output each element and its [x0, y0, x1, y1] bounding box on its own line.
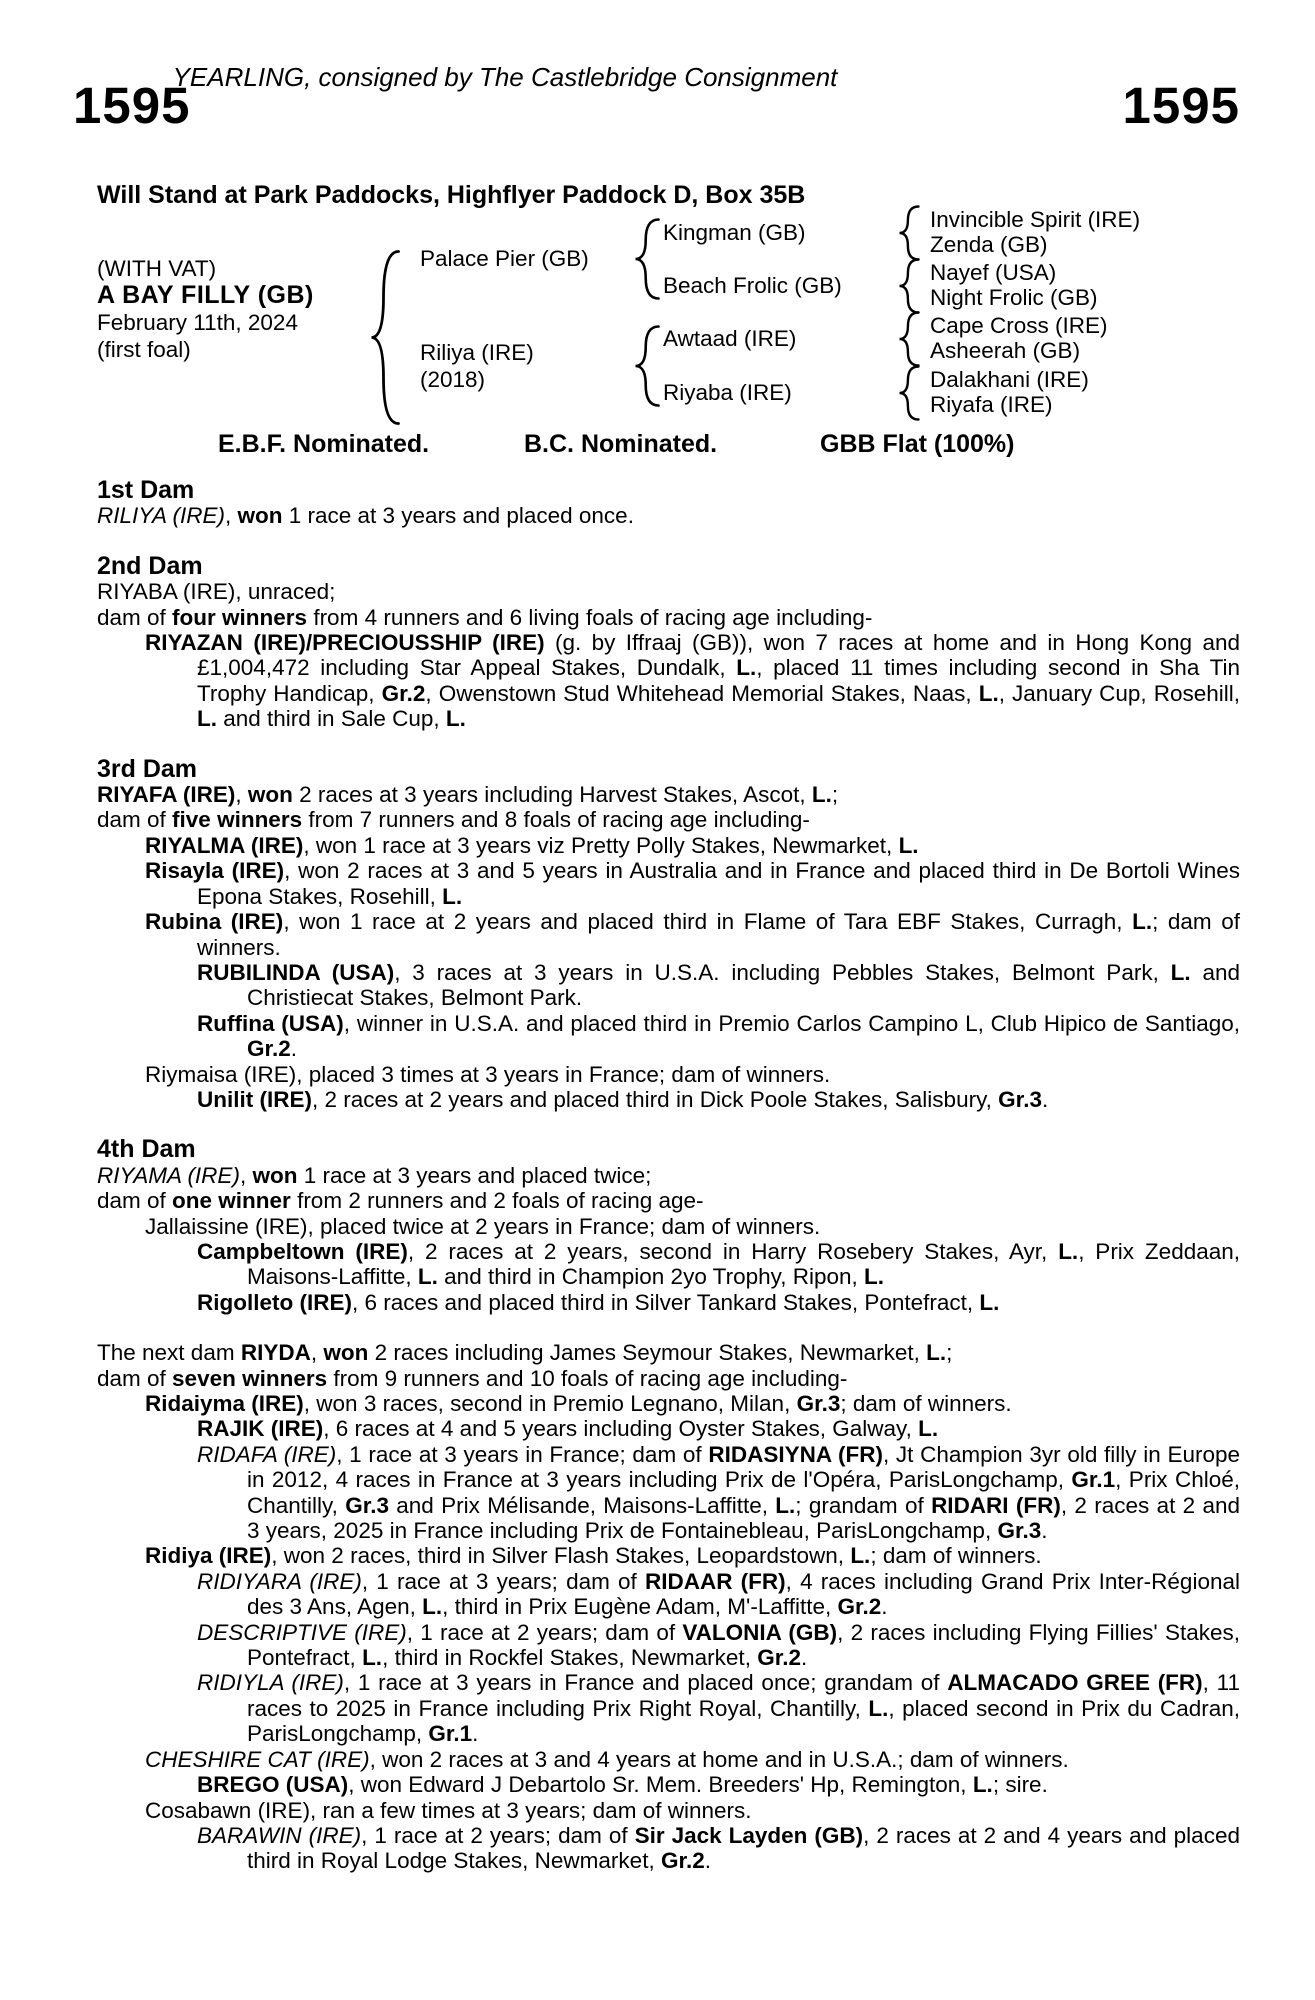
text-run: Gr.2 — [757, 1645, 801, 1671]
text-run: Jallaissine (IRE), placed twice at 2 years in France; dam of winners. — [145, 1213, 821, 1239]
text-run: , 1 race at 2 years; dam of — [361, 1822, 635, 1848]
text-run: , 2 races at 2 years and placed third in Dick Poole Stakes, Salisbury, — [311, 1086, 999, 1112]
text-run: L. — [445, 706, 466, 732]
text-run: , — [239, 1162, 253, 1188]
text-run: , 1 race at 3 years in France and placed once; grandam of — [343, 1670, 948, 1696]
text-run: Cosabawn (IRE), ran a few times at 3 years; dam of winners. — [145, 1797, 752, 1823]
pedigree-text-paragraph — [97, 960, 1240, 1011]
dam-section — [97, 754, 1240, 1113]
text-run: won — [252, 1162, 298, 1188]
text-run: from 7 runners and 8 foals of racing age including- — [302, 807, 810, 833]
text-run: , 11 races to 2025 in France including Prix Right Royal, Chantilly, — [247, 1670, 1241, 1721]
bc-nomination: B.C. Nominated. — [524, 430, 718, 458]
pedigree-text-paragraph — [97, 1366, 1240, 1391]
text-run: , — [310, 1340, 324, 1366]
text-run: , 2 races including Flying Fillies' Stakes, Pontefract, — [247, 1619, 1240, 1671]
text-run: and Christiecat Stakes, Belmont Park. — [247, 959, 1240, 1011]
text-run: , — [235, 782, 248, 808]
text-run: ; dam of winners. — [840, 1391, 1012, 1416]
text-run: DESCRIPTIVE (IRE) — [197, 1619, 407, 1645]
text-run: L. — [850, 1543, 871, 1569]
text-run: RUBILINDA (USA) — [197, 959, 395, 985]
lot-number-left: 1595 — [73, 77, 191, 134]
gg-name: Invincible Spirit (IRE) — [930, 207, 1141, 232]
pedigree-text-paragraph — [97, 630, 1240, 732]
text-run: dam of — [97, 1188, 173, 1214]
text-run: VALONIA (GB) — [682, 1619, 838, 1645]
dam-section — [97, 478, 1240, 529]
dam-heading: 4th Dam — [97, 1135, 196, 1164]
text-run: L. — [197, 706, 217, 732]
text-run: RIYDA — [240, 1340, 311, 1366]
pedigree-text-paragraph — [97, 858, 1240, 909]
text-run: , winner in U.S.A. and placed third in Premio Carlos Campino L, Club Hipico de Santiago, — [343, 1010, 1240, 1036]
text-run: 2 races including James Seymour Stakes, Newmarket, — [368, 1340, 927, 1366]
dam-heading: 3rd Dam — [97, 754, 198, 783]
vat-note: (WITH VAT) — [97, 256, 217, 281]
text-run: L. — [362, 1645, 383, 1671]
text-run: Gr.2 — [381, 680, 426, 706]
text-run: , 6 races at 4 and 5 years including Oyster Stakes, Galway, — [323, 1416, 919, 1442]
text-run: BARAWIN (IRE) — [197, 1822, 362, 1848]
text-run: Gr.3 — [345, 1492, 389, 1518]
text-run: , Prix Zeddaan, Maisons-Laffitte, — [247, 1238, 1241, 1290]
dam-sire-name: Awtaad (IRE) — [663, 326, 797, 351]
gg-name: Dalakhani (IRE) — [930, 367, 1089, 392]
text-run: seven winners — [172, 1365, 328, 1391]
pedigree-text-paragraph — [97, 1823, 1240, 1874]
pedigree-text-paragraph — [97, 1214, 1240, 1239]
pedigree-text-paragraph — [97, 782, 1240, 807]
text-run: Rigolleto (IRE) — [197, 1289, 352, 1315]
text-run: ALMACADO GREE (FR) — [947, 1670, 1203, 1696]
dam-section — [97, 551, 1240, 732]
text-run: The next dam — [97, 1340, 241, 1366]
text-run: , won 2 races at 3 and 4 years at home and in U.S.A.; dam of winners. — [369, 1746, 1069, 1772]
text-run: RIDARI (FR) — [931, 1492, 1061, 1518]
text-run: from 2 runners and 2 foals of racing age- — [290, 1188, 704, 1214]
text-run: , 2 races at 2 and 3 years, 2025 in France including Prix de Fontainebleau, ParisLongchamp, — [247, 1492, 1241, 1544]
text-run: . — [704, 1848, 711, 1874]
gbb-nomination: GBB Flat (100%) — [820, 430, 1015, 458]
text-run: L. — [918, 1416, 939, 1442]
text-run: ; dam of winners. — [870, 1543, 1042, 1569]
text-run: , won 1 race at 2 years and placed third in Flame of Tara EBF Stakes, Curragh, — [283, 909, 1133, 935]
text-run: . — [472, 1721, 479, 1747]
text-run: L. — [1132, 909, 1153, 935]
text-run: . — [1041, 1518, 1048, 1544]
text-run: one winner — [172, 1188, 291, 1214]
text-run: , placed 11 times including second in Sha Tin Trophy Handicap, — [197, 655, 1240, 706]
pedigree-text-paragraph — [97, 605, 1240, 630]
dam-sections — [97, 478, 1240, 1874]
text-run: , won Edward J Debartolo Sr. Mem. Breeders' Hp, Remington, — [348, 1772, 973, 1798]
text-run: , third in Prix Eugène Adam, M'-Laffitte, — [442, 1594, 838, 1620]
foal-date: February 11th, 2024 — [97, 310, 298, 335]
text-run: Ridiya (IRE) — [145, 1543, 272, 1569]
text-run: 1 race at 3 years and placed twice; — [297, 1162, 652, 1188]
text-run: L. — [1170, 959, 1191, 985]
text-run: Rubina (IRE) — [145, 909, 284, 935]
text-run: , January Cup, Rosehill, — [998, 680, 1240, 706]
text-run: five winners — [172, 807, 303, 833]
text-run: L. — [979, 1289, 1000, 1315]
text-run: RIDAFA (IRE) — [197, 1441, 337, 1467]
text-run: Unilit (IRE) — [197, 1086, 312, 1112]
pedigree-text-paragraph — [97, 1239, 1240, 1290]
text-run: L. — [736, 655, 757, 681]
ebf-nomination: E.B.F. Nominated. — [218, 430, 430, 458]
text-run: L. — [978, 680, 999, 706]
text-run: dam of — [97, 1365, 173, 1391]
dam-section — [97, 1137, 1240, 1315]
text-run: ; — [831, 782, 839, 808]
pedigree-text-paragraph — [97, 1062, 1240, 1087]
gg-name: Night Frolic (GB) — [930, 285, 1098, 310]
dam-heading: 2nd Dam — [97, 551, 203, 580]
pedigree-brace-sire — [634, 218, 660, 300]
text-run: CHESHIRE CAT (IRE) — [145, 1746, 370, 1772]
pedigree-text-paragraph — [97, 807, 1240, 832]
text-run: dam of — [97, 807, 173, 833]
text-run: 2 races at 3 years including Harvest Stakes, Ascot, — [292, 782, 812, 808]
text-run: , 2 races at 2 years, second in Harry Rosebery Stakes, Ayr, — [407, 1238, 1059, 1264]
text-run: RIDIYLA (IRE) — [197, 1670, 344, 1696]
dam-heading: 1st Dam — [97, 476, 195, 504]
gg-name: Nayef (USA) — [930, 260, 1057, 285]
text-run: Gr.3 — [997, 1518, 1042, 1544]
pedigree-text-paragraph — [97, 1416, 1240, 1441]
text-run: , Prix Chloé, Chantilly, — [247, 1467, 1240, 1518]
text-run: , won 2 races at 3 and 5 years in Australia and in France and placed third in De Bortoli Wines Epona Stakes, Rosehill, — [197, 858, 1240, 909]
pedigree-brace-gg2 — [898, 258, 920, 314]
text-run: . — [1041, 1086, 1049, 1112]
text-run: and third in Champion 2yo Trophy, Ripon, — [437, 1264, 864, 1290]
text-run: ; sire. — [992, 1772, 1048, 1798]
text-run: 1 race at 3 years and placed once. — [282, 503, 634, 529]
text-run: ; — [946, 1340, 953, 1366]
text-run: Ridaiyma (IRE) — [145, 1391, 304, 1416]
text-run: RILIYA (IRE) — [97, 503, 225, 529]
text-run: Campbeltown (IRE) — [197, 1238, 408, 1264]
text-run: won — [247, 782, 293, 808]
text-run: Gr.3 — [796, 1391, 841, 1416]
gg-name: Asheerah (GB) — [930, 338, 1081, 363]
dam-name: Riliya (IRE) — [420, 340, 534, 365]
pedigree-text-paragraph — [97, 579, 1240, 604]
text-run: from 4 runners and 6 living foals of racing age including- — [307, 604, 873, 630]
text-run: L. — [417, 1264, 438, 1290]
pedigree-text-paragraph — [97, 1290, 1240, 1315]
text-run: L. — [811, 782, 832, 808]
text-run: , 1 race at 2 years; dam of — [406, 1619, 683, 1645]
pedigree-text-paragraph — [97, 1747, 1240, 1772]
pedigree-text-paragraph — [97, 1543, 1240, 1568]
text-run: RIDIYARA (IRE) — [197, 1568, 362, 1594]
text-run: Riymaisa (IRE), placed 3 times at 3 years in France; dam of winners. — [145, 1061, 831, 1087]
text-run: L. — [864, 1264, 884, 1290]
sire-name: Palace Pier (GB) — [420, 246, 589, 271]
pedigree-text-paragraph — [97, 1163, 1240, 1188]
text-run: , won 2 races, third in Silver Flash Stakes, Leopardstown, — [271, 1543, 851, 1569]
pedigree-brace-main — [370, 250, 400, 425]
text-run: , 6 races and placed third in Silver Tankard Stakes, Pontefract, — [351, 1289, 980, 1315]
text-run: L. — [422, 1594, 443, 1620]
pedigree-text-paragraph — [97, 909, 1240, 960]
pedigree-brace-gg1 — [898, 205, 920, 261]
pedigree-text-paragraph — [97, 1620, 1240, 1671]
foal-note: (first foal) — [97, 337, 191, 362]
text-run: ; grandam of — [795, 1492, 932, 1518]
text-run: , won 1 race at 3 years viz Pretty Polly Stakes, Newmarket, — [303, 832, 899, 858]
text-run: L. — [926, 1340, 947, 1366]
gg-name: Cape Cross (IRE) — [930, 313, 1108, 338]
text-run: , placed second in Prix du Cadran, ParisLongchamp, — [247, 1695, 1240, 1747]
text-run: . — [881, 1594, 888, 1620]
horse-name: A BAY FILLY (GB) — [97, 281, 314, 309]
pedigree-text-paragraph — [97, 1188, 1240, 1213]
sire-sire-name: Kingman (GB) — [663, 220, 806, 245]
text-run: and Prix Mélisande, Maisons-Laffitte, — [388, 1492, 776, 1518]
dam-section — [97, 1340, 1240, 1874]
pedigree-text-paragraph — [97, 1772, 1240, 1797]
text-run: , Jt Champion 3yr old filly in Europe in 2012, 4 races in France at 3 years including Prix de l'Opéra, ParisLongchamp, — [247, 1441, 1241, 1493]
pedigree-text-paragraph — [97, 1011, 1240, 1062]
pedigree-text-paragraph — [97, 1798, 1240, 1823]
dam-dam-name: Riyaba (IRE) — [663, 380, 792, 405]
pedigree-text-paragraph — [97, 1340, 1240, 1365]
text-run: BREGO (USA) — [197, 1772, 349, 1798]
text-run: . — [290, 1036, 298, 1062]
pedigree-brace-dam — [634, 325, 660, 407]
text-run: L. — [868, 1695, 889, 1721]
text-run: ; dam of winners. — [197, 909, 1240, 960]
text-run: Gr.2 — [837, 1594, 882, 1620]
text-run: Ruffina (USA) — [197, 1010, 344, 1036]
pedigree-brace-gg3 — [898, 311, 920, 367]
text-run: , 1 race at 3 years; dam of — [361, 1568, 645, 1594]
text-run: RIYAZAN (IRE)/PRECIOUSSHIP (IRE) — [145, 630, 545, 656]
text-run: L. — [442, 883, 463, 909]
text-run: Gr.1 — [1071, 1467, 1116, 1493]
text-run: (g. by Iffraaj (GB)), won 7 races at home and in Hong Kong and £1,004,472 including Star Appeal Stakes, Dundalk, — [197, 630, 1240, 681]
text-run: four winners — [172, 604, 308, 630]
text-run: RIYALMA (IRE) — [145, 832, 304, 858]
lot-number-right: 1595 — [1122, 77, 1240, 134]
sire-dam-name: Beach Frolic (GB) — [663, 273, 842, 298]
text-run: , 4 races including Grand Prix Inter-Régional des 3 Ans, Agen, — [247, 1568, 1240, 1620]
pedigree-text-paragraph — [97, 1087, 1240, 1112]
gg-name: Riyafa (IRE) — [930, 392, 1053, 417]
text-run: Gr.3 — [998, 1086, 1042, 1112]
text-run: Gr.1 — [428, 1721, 473, 1747]
text-run: . — [800, 1645, 808, 1671]
text-run: , 1 race at 3 years in France; dam of — [336, 1441, 709, 1467]
text-run: won — [323, 1340, 369, 1366]
pedigree-text-paragraph — [97, 1442, 1240, 1544]
text-run: Risayla (IRE) — [145, 858, 285, 884]
text-run: RAJIK (IRE) — [197, 1416, 324, 1442]
text-run: L. — [1058, 1238, 1079, 1264]
text-run: , won 3 races, second in Premio Legnano, Milan, — [303, 1391, 797, 1416]
text-run: and third in Sale Cup, — [217, 706, 446, 732]
text-run: L. — [972, 1772, 993, 1798]
pedigree-brace-gg4 — [898, 365, 920, 421]
consignment-line: YEARLING, consigned by The Castlebridge Consignment — [172, 62, 838, 92]
text-run: RIYABA (IRE), unraced; — [97, 579, 336, 605]
gg-name: Zenda (GB) — [930, 232, 1048, 257]
pedigree-text-paragraph — [97, 503, 1240, 528]
text-run: RIDASIYNA (FR) — [708, 1441, 883, 1467]
text-run: won — [237, 503, 283, 529]
text-run: L. — [775, 1492, 796, 1518]
text-run: RIYAFA (IRE) — [97, 782, 236, 808]
text-run: from 9 runners and 10 foals of racing age including- — [327, 1365, 848, 1391]
pedigree-text-paragraph — [97, 1391, 1240, 1416]
pedigree-text-paragraph — [97, 1569, 1240, 1620]
text-run: RIYAMA (IRE) — [97, 1162, 240, 1188]
dam-year: (2018) — [420, 367, 486, 392]
text-run: Gr.2 — [660, 1848, 705, 1874]
text-run: RIDAAR (FR) — [644, 1568, 786, 1594]
text-run: L. — [898, 832, 919, 858]
text-run: , 2 races at 2 and 4 years and placed third in Royal Lodge Stakes, Newmarket, — [247, 1822, 1240, 1874]
text-run: , — [224, 503, 238, 529]
text-run: , Owenstown Stud Whitehead Memorial Stakes, Naas, — [425, 680, 979, 706]
pedigree-text-paragraph — [97, 1670, 1240, 1746]
text-run: Gr.2 — [247, 1036, 291, 1062]
text-run: Sir Jack Layden (GB) — [634, 1822, 864, 1848]
pedigree-text-paragraph — [97, 833, 1240, 858]
stand-location-line: Will Stand at Park Paddocks, Highflyer Paddock D, Box 35B — [97, 181, 806, 209]
text-run: dam of — [97, 604, 173, 630]
text-run: , 3 races at 3 years in U.S.A. including Pebbles Stakes, Belmont Park, — [394, 959, 1171, 985]
text-run: , third in Rockfel Stakes, Newmarket, — [382, 1645, 758, 1671]
